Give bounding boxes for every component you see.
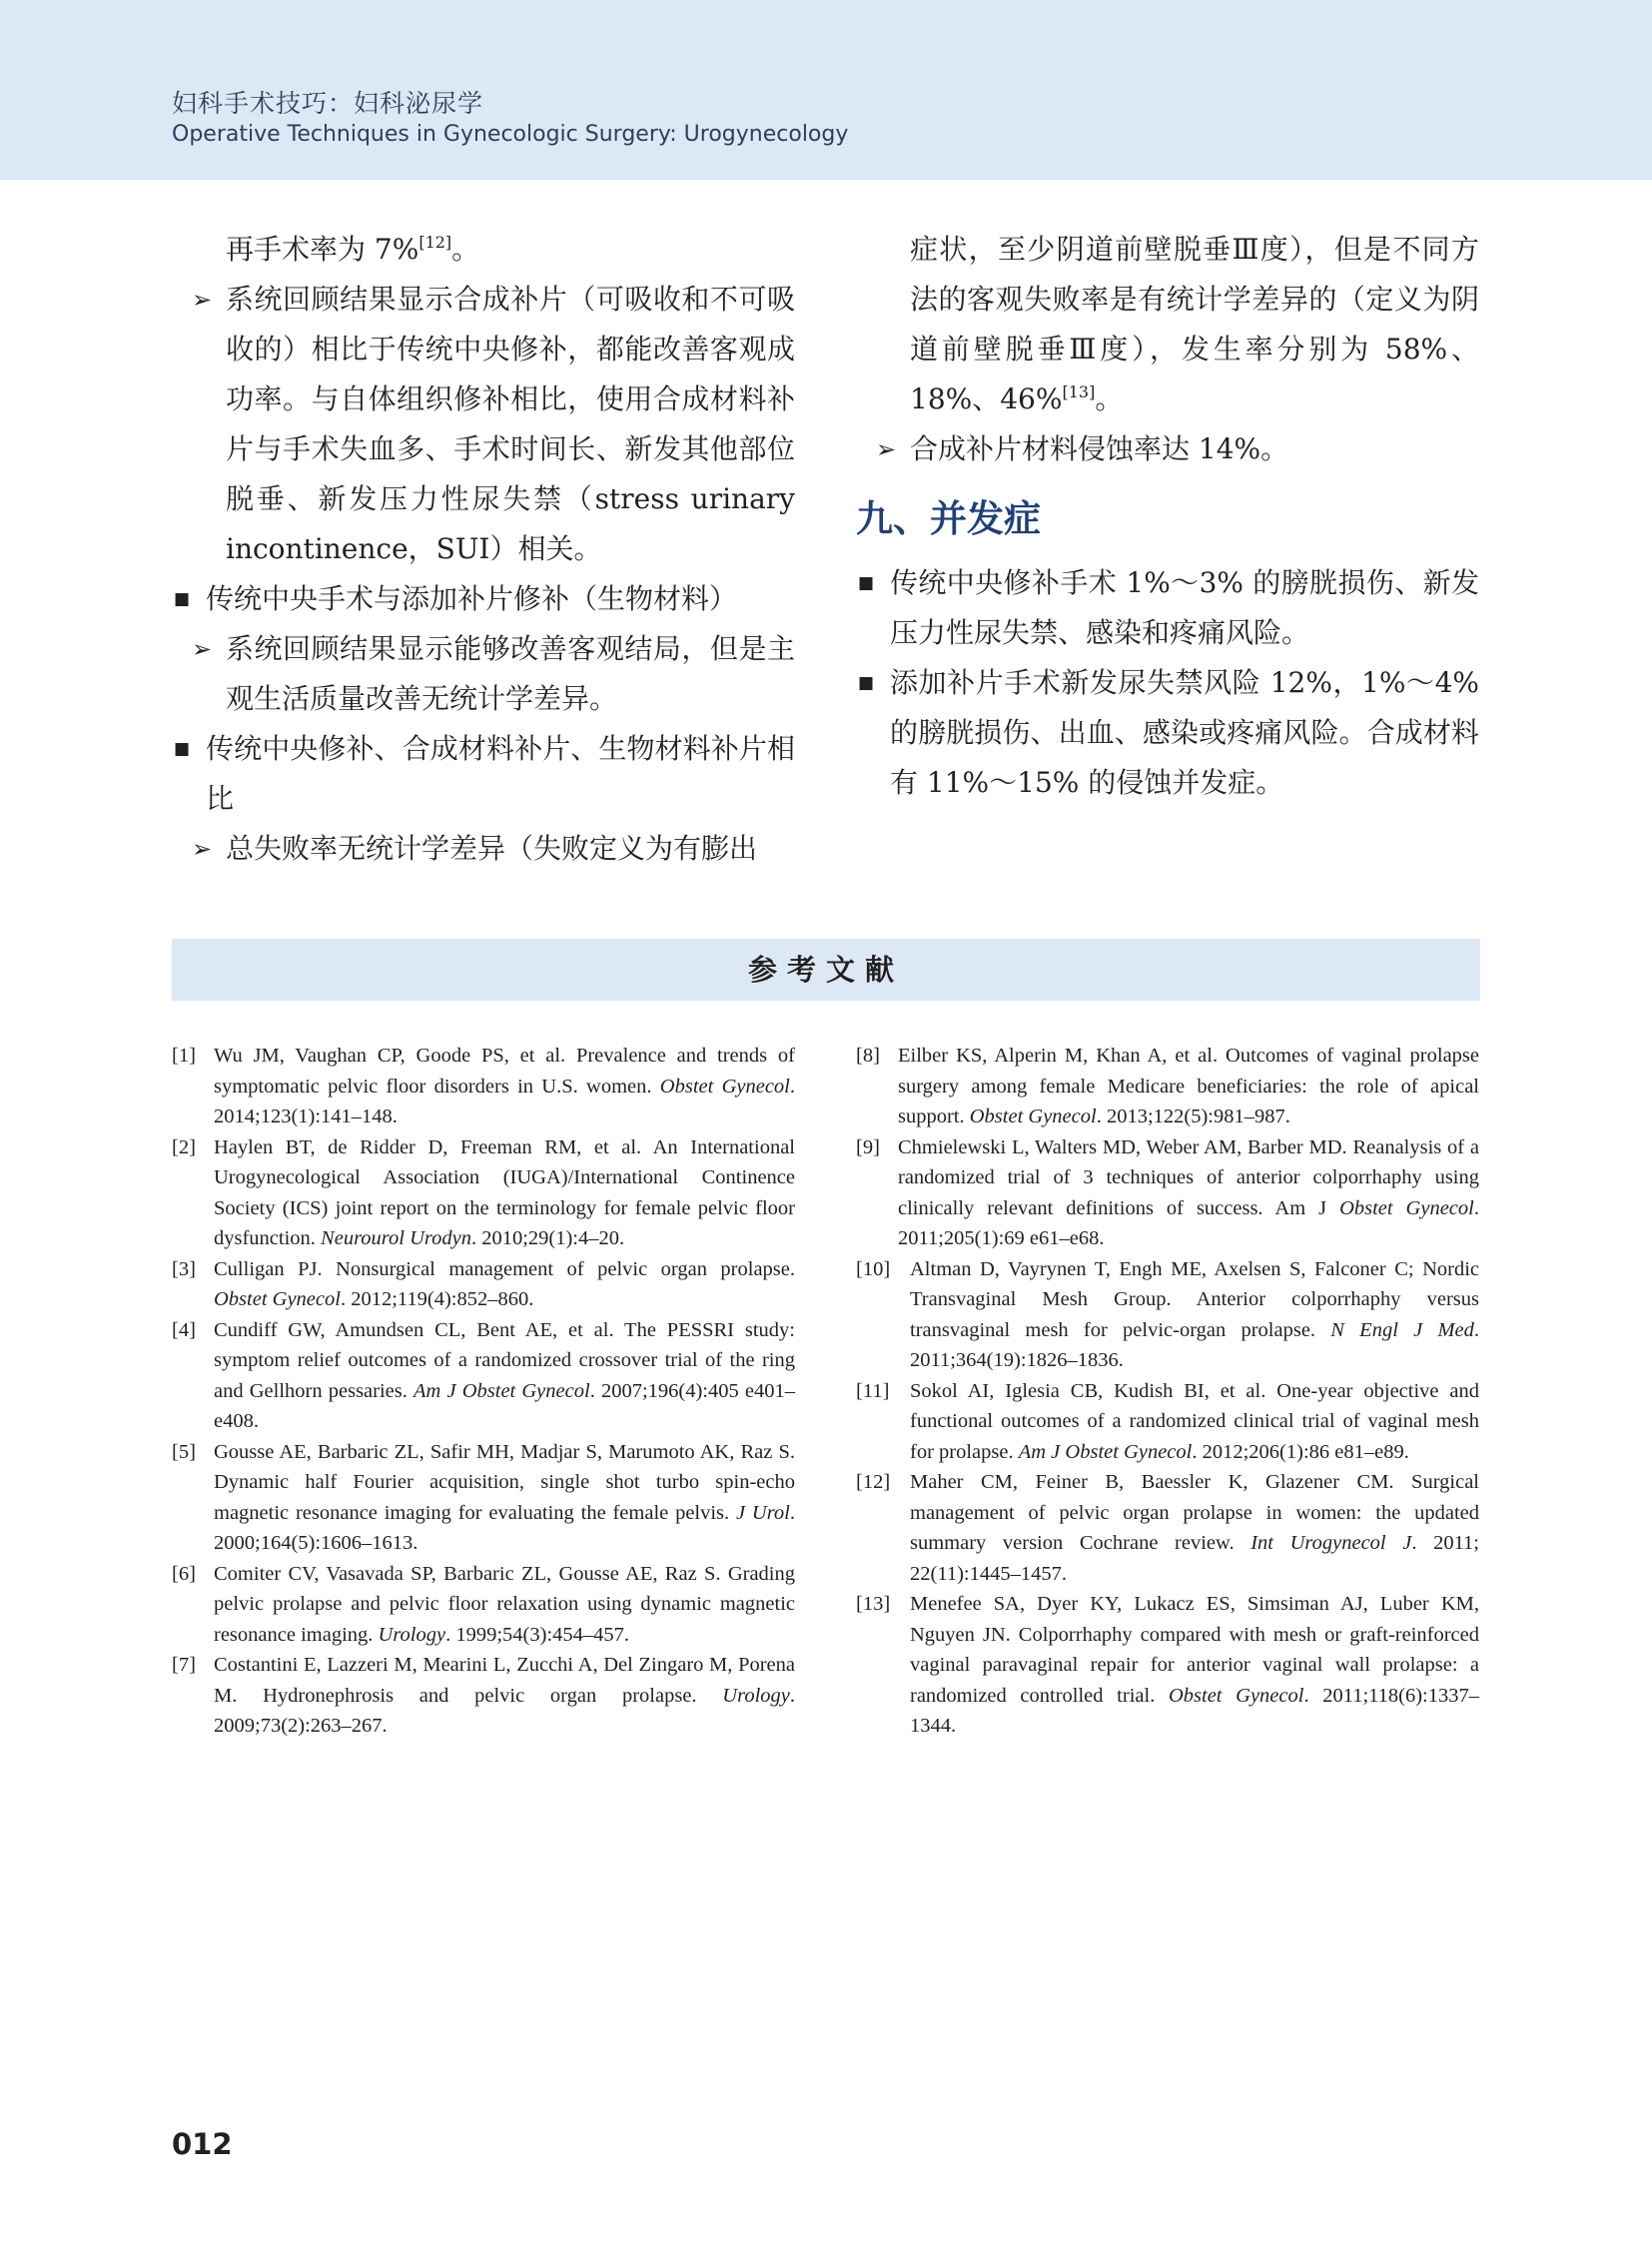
reference-number: [11] bbox=[856, 1379, 890, 1402]
journal-name: N Engl J Med bbox=[1330, 1318, 1474, 1341]
reference-number: [7] bbox=[172, 1654, 196, 1676]
paragraph-tail: 。 bbox=[1095, 382, 1124, 415]
reference-text: Cundiff GW, Amundsen CL, Bent AE, et al. The PESSRI study: symptom relief outcomes of a randomized crossover trial of the ring and Gellhorn pessaries. Am J Obstet Gynecol. 2007;196(4):405 e401–e408. bbox=[214, 1318, 795, 1432]
reference-entry bbox=[172, 1041, 795, 1132]
journal-name: Obstet Gynecol bbox=[1339, 1196, 1474, 1219]
arrow-bullet-icon: ➢ bbox=[192, 286, 213, 314]
section-heading: 九、并发症 bbox=[856, 497, 1041, 540]
reference-entry bbox=[172, 1315, 795, 1437]
bullet-text: 总失败率无统计学差异（失败定义为有膨出 bbox=[226, 832, 758, 865]
journal-name: Obstet Gynecol bbox=[214, 1288, 341, 1310]
bullet-text: 系统回顾结果显示能够改善客观结局，但是主观生活质量改善无统计学差异。 bbox=[226, 632, 795, 715]
references-heading-bar bbox=[172, 939, 1480, 1001]
journal-name: Urology bbox=[722, 1684, 790, 1707]
page-number: 012 bbox=[172, 2127, 233, 2161]
reference-text: Sokol AI, Iglesia CB, Kudish BI, et al. One-year objective and functional outcomes of a randomized clinical trial of vaginal mesh for prolapse. Am J Obstet Gynecol. 2012;206(1):86 e81–e89. bbox=[910, 1379, 1479, 1463]
reference-number: [5] bbox=[172, 1440, 196, 1463]
reference-text: Eilber KS, Alperin M, Khan A, et al. Outcomes of vaginal prolapse surgery among female Medicare beneficiaries: the role of apical support. Obstet Gynecol. 2013;122(5):981–987. bbox=[898, 1045, 1479, 1127]
bullet-text: 传统中央修补、合成材料补片、生物材料补片相比 bbox=[206, 732, 795, 815]
bullet-item bbox=[172, 724, 795, 824]
book-title-chinese: 妇科手术技巧：妇科泌尿学 bbox=[172, 89, 484, 118]
reference-entry bbox=[856, 1041, 1479, 1132]
reference-text: Altman D, Vayrynen T, Engh ME, Axelsen S, Falconer C; Nordic Transvaginal Mesh Group. Anterior colporrhaphy versus transvaginal mesh for pelvic-organ prolapse. N Engl J Med. 2011;364(19):1826–1836. bbox=[910, 1257, 1479, 1371]
journal-name: Obstet Gynecol bbox=[659, 1075, 790, 1098]
sub-bullet-item bbox=[856, 424, 1479, 474]
reference-entry bbox=[172, 1254, 795, 1315]
square-bullet-icon: ■ bbox=[858, 673, 875, 693]
journal-name: Obstet Gynecol bbox=[1168, 1684, 1304, 1707]
journal-name: Urology bbox=[378, 1623, 446, 1646]
reference-entry bbox=[856, 1467, 1479, 1589]
reference-text: Gousse AE, Barbaric ZL, Safir MH, Madjar S, Marumoto AK, Raz S. Dynamic half Fourier acquisition, single shot turbo spin-echo magnetic resonance imaging for evaluating the female pelvis. J Urol. 2000;164(5):1606–1613. bbox=[214, 1440, 795, 1554]
citation: [13] bbox=[1062, 382, 1096, 401]
reference-number: [6] bbox=[172, 1562, 196, 1585]
reference-entry bbox=[172, 1437, 795, 1559]
continued-paragraph bbox=[856, 225, 1479, 424]
bullet-text: 合成补片材料侵蚀率达 14%。 bbox=[910, 432, 1289, 465]
journal-name: Am J Obstet Gynecol bbox=[413, 1379, 590, 1402]
reference-number: [13] bbox=[856, 1593, 891, 1615]
arrow-bullet-icon: ➢ bbox=[192, 835, 213, 863]
reference-entry bbox=[172, 1132, 795, 1254]
bullet-text: 系统回顾结果显示合成补片（可吸收和不可吸收的）相比于传统中央修补，都能改善客观成功率。与自体组织修补相比，使用合成材料补片与手术失血多、手术时间长、新发其他部位脱垂、新发压力性尿失禁（stress urinary incontinence，SUI）相关。 bbox=[226, 283, 795, 565]
reference-text: Costantini E, Lazzeri M, Mearini L, Zucchi A, Del Zingaro M, Porena M. Hydronephrosis and pelvic organ prolapse. Urology. 2009;73(2):263–267. bbox=[214, 1654, 795, 1737]
journal-name: Obstet Gynecol bbox=[969, 1106, 1097, 1127]
square-bullet-icon: ■ bbox=[174, 739, 191, 759]
reference-entry bbox=[856, 1132, 1479, 1254]
paragraph-text: 再手术率为 7% bbox=[226, 233, 419, 266]
reference-entry bbox=[172, 1650, 795, 1742]
reference-text: Culligan PJ. Nonsurgical management of pelvic organ prolapse. Obstet Gynecol. 2012;119(4):852–860. bbox=[214, 1257, 795, 1310]
references-list-left bbox=[172, 1041, 795, 1742]
reference-text: Haylen BT, de Ridder D, Freeman RM, et al. An International Urogynecological Association (IUGA)/International Continence Society (ICS) joint report on the terminology for female pelvic floor dysfunction. Neurourol Urodyn. 2010;29(1):4–20. bbox=[214, 1135, 795, 1249]
sub-bullet-item bbox=[172, 824, 795, 874]
sub-bullet-item bbox=[172, 624, 795, 724]
reference-text: Comiter CV, Vasavada SP, Barbaric ZL, Gousse AE, Raz S. Grading pelvic prolapse and pelvic floor relaxation using dynamic magnetic resonance imaging. Urology. 1999;54(3):454–457. bbox=[214, 1562, 795, 1646]
reference-number: [8] bbox=[856, 1045, 880, 1067]
reference-number: [12] bbox=[856, 1471, 891, 1493]
running-header bbox=[0, 0, 1652, 180]
arrow-bullet-icon: ➢ bbox=[876, 435, 897, 463]
bullet-text: 传统中央手术与添加补片修补（生物材料） bbox=[206, 582, 738, 615]
bullet-item bbox=[856, 658, 1479, 808]
right-text-column bbox=[856, 225, 1479, 808]
reference-number: [2] bbox=[172, 1135, 196, 1158]
reference-text: Menefee SA, Dyer KY, Lukacz ES, Simsiman AJ, Luber KM, Nguyen JN. Colporrhaphy compared with mesh or graft-reinforced vaginal paravaginal repair for anterior vaginal wall prolapse: a randomized controlled trial. Obstet Gynecol. 2011;118(6):1337–1344. bbox=[910, 1593, 1480, 1737]
journal-name: Neurourol Urodyn bbox=[321, 1227, 471, 1249]
arrow-bullet-icon: ➢ bbox=[192, 635, 213, 663]
bullet-text: 添加补片手术新发尿失禁风险 12%，1%～4% 的膀胱损伤、出血、感染或疼痛风险。合成材料有 11%～15% 的侵蚀并发症。 bbox=[890, 666, 1479, 799]
reference-number: [10] bbox=[856, 1257, 891, 1280]
left-text-column bbox=[172, 225, 795, 874]
journal-name: Am J Obstet Gynecol bbox=[1018, 1440, 1193, 1463]
bullet-text: 传统中央修补手术 1%～3% 的膀胱损伤、新发压力性尿失禁、感染和疼痛风险。 bbox=[890, 566, 1479, 649]
reference-entry bbox=[856, 1254, 1479, 1376]
reference-entry bbox=[856, 1589, 1479, 1742]
reference-entry bbox=[856, 1376, 1479, 1468]
paragraph-tail: 。 bbox=[451, 233, 480, 266]
references-title: 参考文献 bbox=[747, 953, 904, 987]
journal-name: J Urol bbox=[735, 1501, 790, 1524]
references-list-right bbox=[856, 1041, 1479, 1742]
book-title-english: Operative Techniques in Gynecologic Surgery: Urogynecology bbox=[172, 122, 849, 147]
bullet-item bbox=[172, 574, 795, 624]
journal-name: Int Urogynecol J bbox=[1250, 1532, 1412, 1554]
square-bullet-icon: ■ bbox=[858, 573, 875, 593]
reference-number: [1] bbox=[172, 1045, 196, 1067]
reference-number: [4] bbox=[172, 1318, 196, 1341]
reference-text: Maher CM, Feiner B, Baessler K, Glazener CM. Surgical management of pelvic organ prolapse in women: the updated summary version Cochrane review. Int Urogynecol J. 2011; 22(11):1445–1457. bbox=[910, 1471, 1479, 1585]
citation: [12] bbox=[418, 233, 452, 252]
reference-number: [9] bbox=[856, 1135, 880, 1158]
reference-entry bbox=[172, 1559, 795, 1651]
paragraph-text: 症状，至少阴道前壁脱垂Ⅲ度），但是不同方法的客观失败率是有统计学差异的（定义为阴道前壁脱垂Ⅲ度），发生率分别为 58%、18%、46% bbox=[910, 233, 1479, 415]
square-bullet-icon: ■ bbox=[174, 589, 191, 609]
bullet-item bbox=[856, 558, 1479, 658]
continued-paragraph bbox=[172, 225, 795, 275]
reference-number: [3] bbox=[172, 1257, 196, 1280]
sub-bullet-item bbox=[172, 275, 795, 574]
reference-text: Wu JM, Vaughan CP, Goode PS, et al. Prevalence and trends of symptomatic pelvic floor disorders in U.S. women. Obstet Gynecol. 2014;123(1):141–148. bbox=[214, 1045, 795, 1127]
reference-text: Chmielewski L, Walters MD, Weber AM, Barber MD. Reanalysis of a randomized trial of 3 techniques of anterior colporrhaphy using clinically relevant definitions of success. Am J Obstet Gynecol. 2011;205(1):69 e61–e68. bbox=[898, 1135, 1479, 1249]
